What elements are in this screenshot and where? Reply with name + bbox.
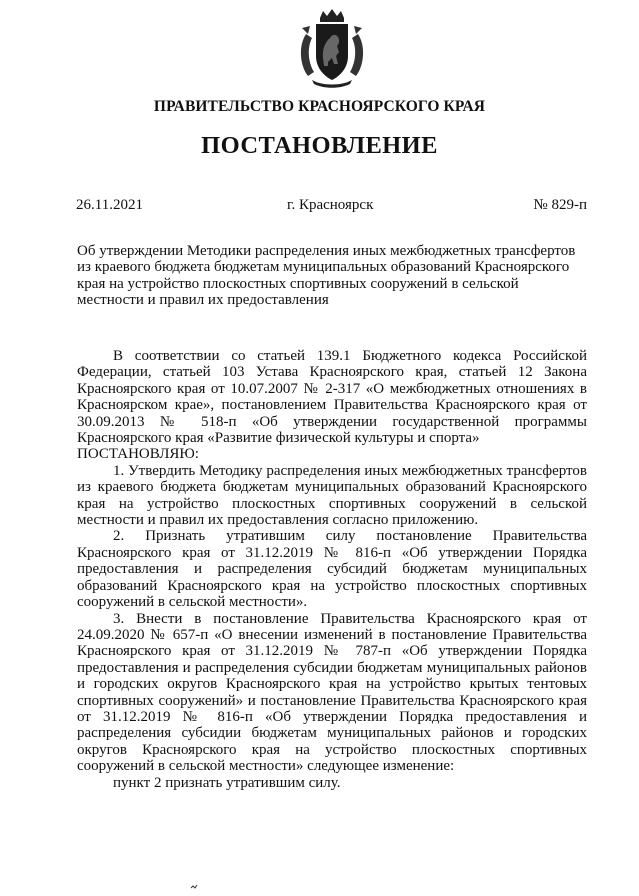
document-type-title: ПОСТАНОВЛЕНИЕ (201, 132, 438, 159)
item-3-point-paragraph: пункт 2 признать утратившим силу. (113, 774, 341, 791)
document-number: № 829-п (533, 197, 587, 213)
signature-mark-icon (190, 884, 200, 890)
item-2-paragraph: 2. Признать утратившим силу постановление Правительства Красноярского края от 31.12.2019 № 816-п «Об утверждении Порядка предоставления и распределения субсидий бюджетам муниципальных образований Красноярского края на устройство плоскостных спортивных сооружений в сельской местности». (77, 528, 587, 611)
document-body (77, 348, 587, 791)
document-city: г. Красноярск (287, 197, 374, 213)
item-3-paragraph: 3. Внести в постановление Правительства Красноярского края от 24.09.2020 № 657-п «О внесении изменений в постановление Правительства Красноярского края от 31.12.2019 № 787-п «Об утверждении Порядка предоставления и распределения субсидии бюджетам муниципальных районов и городских округов Красноярского края на устройство крытых тентовых спортивных сооружений» и постановление Правительства Красноярского края от 31.12.2019 № 816-п «Об утверждении Порядка предоставления и распределения субсидии бюджетам муниципальных районов и городских округов Красноярского края на устройство плоскостных спортивных сооружений в сельской местности» следующее изменение: (77, 610, 587, 775)
organization-name: ПРАВИТЕЛЬСТВО КРАСНОЯРСКОГО КРАЯ (153, 98, 486, 115)
item-1-paragraph: 1. Утвердить Методику распределения иных межбюджетных трансфертов из краевого бюджета бюджетам муниципальных образований Красноярского края на устройство плоскостных спортивных сооружений в сельской местности и правил их предоставления согласно приложению. (77, 462, 587, 529)
preamble-paragraph: В соответствии со статьей 139.1 Бюджетного кодекса Российской Федерации, статьей 103 Устава Красноярского края, статьей 12 Закона Красноярского края от 10.07.2007 № 2-317 «О межбюджетных отношениях в Красноярском крае», постановлением Правительства Красноярского края от 30.09.2013 № 518-п «Об утверждении государственной программы Красноярского края «Развитие физической культуры и спорта» (77, 348, 587, 447)
document-subject: Об утверждении Методики распределения иных межбюджетных трансфертов из краевого бюджета бюджетам муниципальных образований Красноярского края на устройство плоскостных спортивных сооружений в сельской местности и правил их предоставления (77, 243, 576, 309)
resolve-heading: ПОСТАНОВЛЯЮ: (77, 446, 199, 463)
document-date: 26.11.2021 (76, 197, 143, 213)
coat-of-arms-icon (292, 6, 372, 88)
